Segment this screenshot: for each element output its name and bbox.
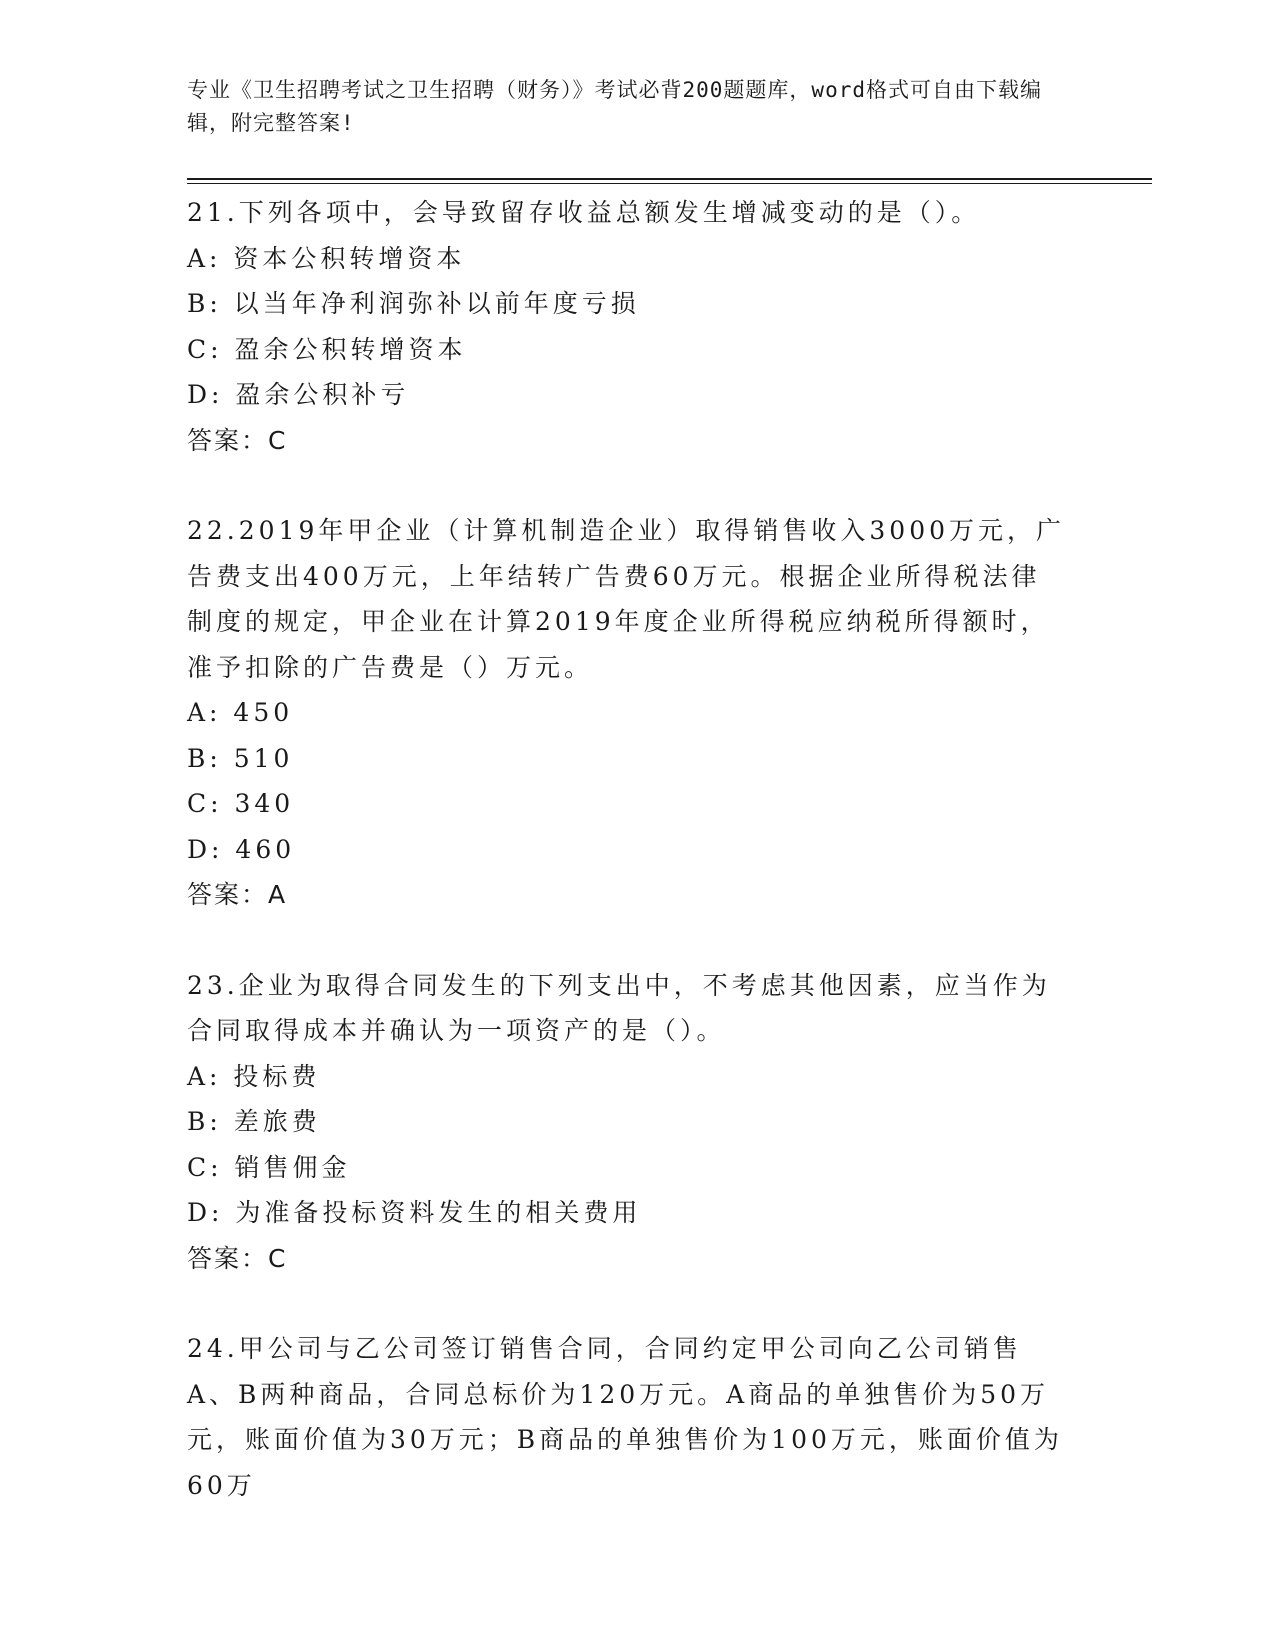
document-header: 专业《卫生招聘考试之卫生招聘（财务）》考试必背200题题库，word格式可自由下载编辑，附完整答案! bbox=[187, 78, 1042, 135]
option-b: B: 差旅费 bbox=[187, 1107, 321, 1136]
question-list bbox=[187, 190, 1087, 1508]
option-b: B: 以当年净利润弥补以前年度亏损 bbox=[187, 289, 640, 318]
option-a: A: 资本公积转增资本 bbox=[187, 243, 466, 273]
option-c: C: 340 bbox=[187, 789, 295, 818]
question-23 bbox=[187, 963, 1087, 1282]
option-c: C: 销售佣金 bbox=[187, 1152, 351, 1182]
answer-line: 答案：C bbox=[187, 1243, 288, 1273]
question-gap bbox=[187, 463, 1087, 508]
question-gap bbox=[187, 1281, 1087, 1326]
answer-line: 答案：C bbox=[187, 425, 288, 455]
question-21 bbox=[187, 190, 1087, 463]
header-rule-thick bbox=[187, 178, 1152, 180]
question-24 bbox=[187, 1326, 1087, 1508]
option-d: D: 盈余公积补亏 bbox=[187, 380, 410, 409]
option-a: A: 投标费 bbox=[187, 1061, 321, 1091]
option-b: B: 510 bbox=[187, 743, 294, 773]
option-d: D: 为准备投标资料发生的相关费用 bbox=[187, 1198, 642, 1227]
question-stem: 21.下列各项中，会导致留存收益总额发生增减变动的是（）。 bbox=[187, 198, 981, 227]
header-rule-thin bbox=[187, 183, 1152, 184]
question-22 bbox=[187, 508, 1087, 918]
question-stem: 22.2019年甲企业（计算机制造企业）取得销售收入3000万元，广告费支出400万元，上年结转广告费60万元。根据企业所得税法律制度的规定，甲企业在计算2019年度企业所得税应纳税所得额时，准予扣除的广告费是（）万元。 bbox=[187, 516, 1066, 682]
option-a: A: 450 bbox=[187, 698, 294, 727]
option-d: D: 460 bbox=[187, 834, 296, 864]
question-stem: 24.甲公司与乙公司签订销售合同，合同约定甲公司向乙公司销售A、B两种商品，合同总标价为120万元。A商品的单独售价为50万元，账面价值为30万元；B商品的单独售价为100万元，账面价值为60万 bbox=[187, 1334, 1063, 1500]
question-stem: 23.企业为取得合同发生的下列支出中，不考虑其他因素，应当作为合同取得成本并确认为一项资产的是（）。 bbox=[187, 970, 1051, 1045]
question-gap bbox=[187, 918, 1087, 963]
answer-line: 答案：A bbox=[187, 880, 288, 909]
option-c: C: 盈余公积转增资本 bbox=[187, 334, 467, 364]
